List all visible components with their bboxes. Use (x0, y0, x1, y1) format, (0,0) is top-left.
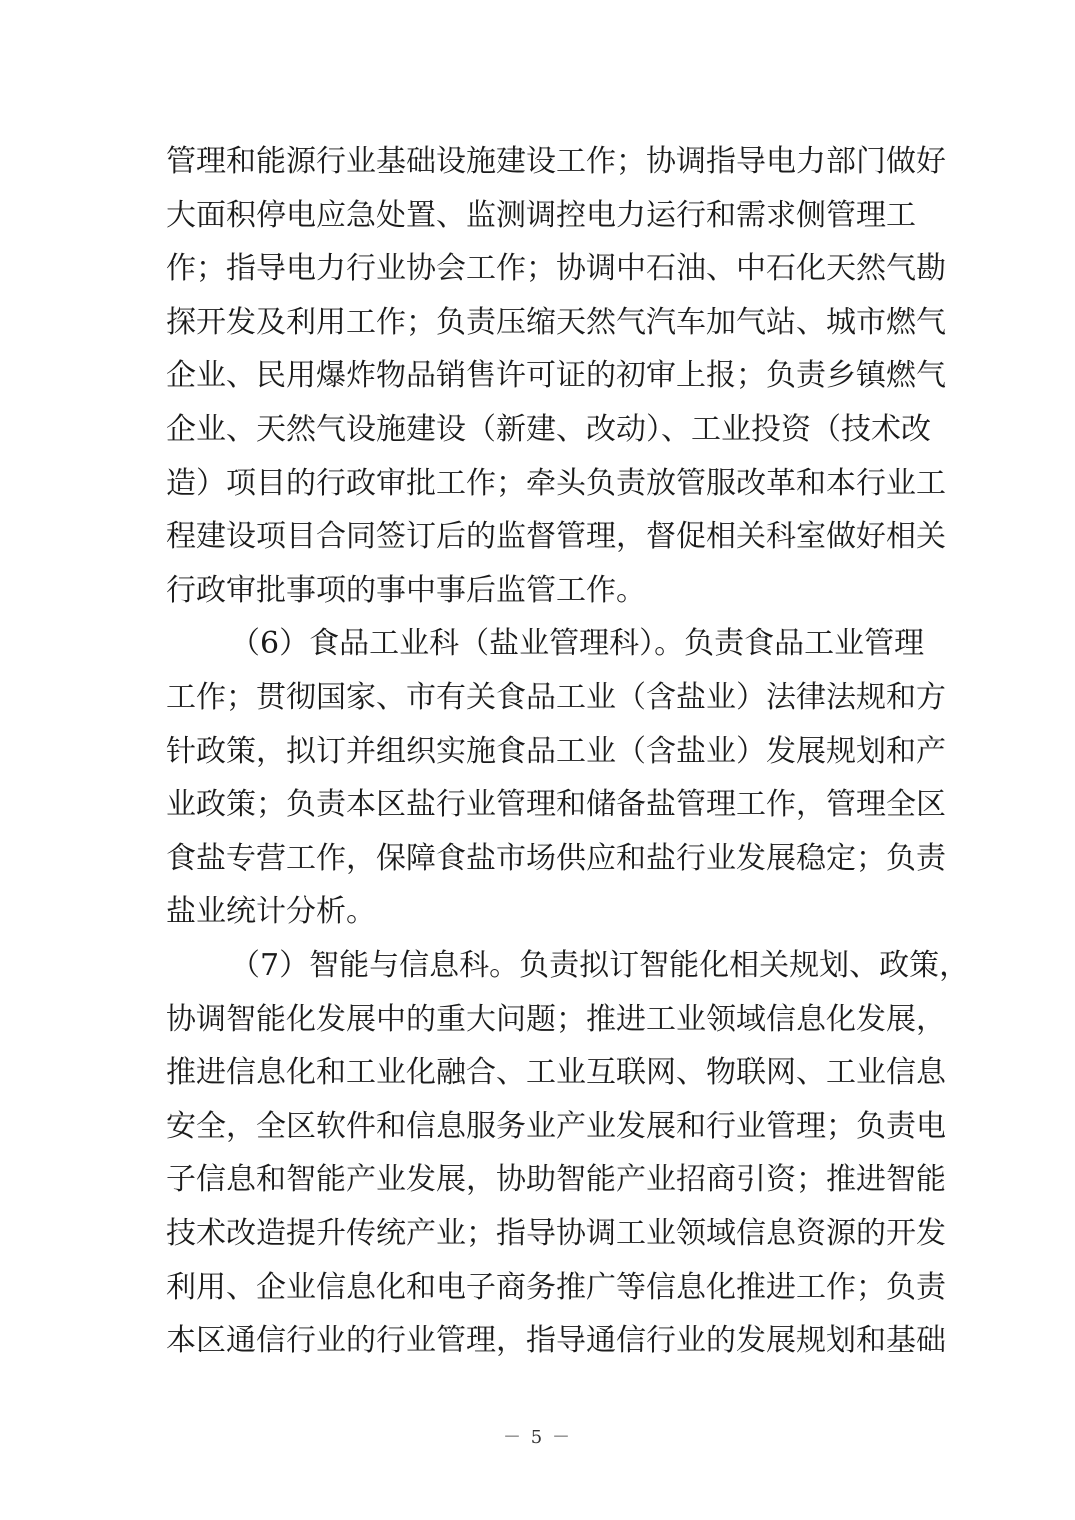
text-line: （6）食品工业科（盐业管理科）。负责食品工业管理 (230, 626, 925, 661)
text-line: 大面积停电应急处置、监测调控电力运行和需求侧管理工 (166, 198, 916, 233)
page-number: － 5 － (503, 1427, 572, 1448)
text-line: 协调智能化发展中的重大问题；推进工业领域信息化发展， (166, 1002, 946, 1037)
text-line: 食盐专营工作，保障食盐市场供应和盐行业发展稳定；负责 (166, 841, 946, 876)
text-line: 针政策，拟订并组织实施食品工业（含盐业）发展规划和产 (166, 734, 946, 769)
text-line: 造）项目的行政审批工作；牵头负责放管服改革和本行业工 (166, 466, 946, 501)
text-line: 管理和能源行业基础设施建设工作；协调指导电力部门做好 (166, 144, 946, 179)
text-line: （7）智能与信息科。负责拟订智能化相关规划、政策， (230, 948, 970, 983)
text-line: 企业、民用爆炸物品销售许可证的初审上报；负责乡镇燃气 (166, 358, 946, 393)
text-line: 工作；贯彻国家、市有关食品工业（含盐业）法律法规和方 (166, 680, 946, 715)
text-line: 利用、企业信息化和电子商务推广等信息化推进工作；负责 (166, 1270, 946, 1305)
text-line: 探开发及利用工作；负责压缩天然气汽车加气站、城市燃气 (166, 305, 946, 340)
text-line: 本区通信行业的行业管理，指导通信行业的发展规划和基础 (166, 1323, 946, 1358)
text-line: 子信息和智能产业发展，协助智能产业招商引资；推进智能 (166, 1162, 946, 1197)
text-line: 盐业统计分析。 (166, 894, 376, 929)
text-line: 技术改造提升传统产业；指导协调工业领域信息资源的开发 (166, 1216, 946, 1251)
text-line: 作；指导电力行业协会工作；协调中石油、中石化天然气勘 (166, 251, 946, 286)
text-line: 安全，全区软件和信息服务业产业发展和行业管理；负责电 (166, 1109, 946, 1144)
text-line: 企业、天然气设施建设（新建、改动）、工业投资（技术改 (166, 412, 931, 447)
text-line: 行政审批事项的事中事后监管工作。 (166, 573, 646, 608)
text-line: 程建设项目合同签订后的监督管理，督促相关科室做好相关 (166, 519, 946, 554)
text-line: 推进信息化和工业化融合、工业互联网、物联网、工业信息 (166, 1055, 946, 1090)
text-line: 业政策；负责本区盐行业管理和储备盐管理工作，管理全区 (166, 787, 946, 822)
